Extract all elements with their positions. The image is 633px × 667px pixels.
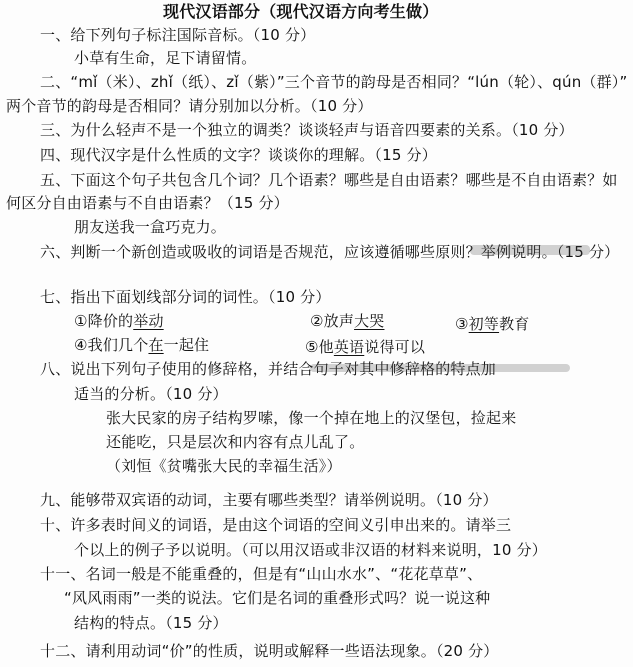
question-8-quote-1: 张大民家的房子结构罗嗦，像一个掉在地上的汉堡包，捡起来: [106, 409, 517, 427]
question-8-line-2: 适当的分析。（10 分）: [74, 385, 228, 403]
question-10-line-1: 十、许多表时间义的词语，是由这个词语的空间义引申出来的。请举三: [40, 516, 512, 534]
question-6: 六、判断一个新创造或吸收的词语是否规范，应该遵循哪些原则？举例说明。（15 分）: [40, 243, 620, 261]
question-7-item-3: [455, 314, 529, 334]
item-5-underlined: 英语: [333, 338, 365, 356]
question-7-item-5: [305, 337, 425, 357]
question-8-source: （刘恒《贫嘴张大民的幸福生活》）: [106, 457, 342, 475]
question-12: 十二、请利用动词“价”的性质，说明或解释一些语法现象。（20 分）: [40, 642, 499, 660]
item-4-text-after: 一起住: [163, 336, 210, 354]
question-7-item-1: [74, 311, 164, 331]
item-4-underlined: 在: [148, 336, 164, 354]
item-5-text-after: 说得可以: [364, 338, 426, 356]
question-8-line-1: 八、说出下列句子使用的修辞格，并结合句子对其中修辞格的特点加: [40, 360, 497, 378]
item-3-text: ③: [455, 315, 469, 333]
question-7-item-4: [74, 335, 209, 355]
question-8-quote-2: 还能吃，只是层次和内容有点儿乱了。: [106, 433, 365, 451]
scan-smudge: [470, 245, 590, 255]
question-5-line-1: 五、下面这个句子共包含几个词？几个语素？哪些是自由语素？哪些是不自由语素？如: [40, 171, 618, 189]
item-5-text: ⑤他: [305, 338, 334, 356]
question-5-line-2: 何区分自由语素与不自由语素？（15 分）: [6, 194, 289, 212]
scan-smudge: [310, 364, 570, 372]
question-7-stem: 七、指出下面划线部分词的词性。（10 分）: [40, 288, 331, 306]
question-11-line-2: “风风雨雨”一类的说法。它们是名词的重叠形式吗？说一说这种: [64, 589, 491, 607]
item-2-text: ②放声: [310, 312, 355, 330]
question-4: 四、现代汉字是什么性质的文字？谈谈你的理解。（15 分）: [40, 146, 437, 164]
item-3-underlined: 初等: [468, 315, 500, 333]
question-11-line-1: 十一、名词一般是不能重叠的，但是有“山山水水”、“花花草草”、: [40, 565, 483, 583]
question-5-sentence: 朋友送我一盒巧克力。: [74, 218, 227, 236]
item-1-underlined: 举动: [133, 312, 164, 330]
question-11-line-3: 结构的特点。（15 分）: [74, 614, 228, 632]
item-4-text: ④我们几个: [74, 336, 149, 354]
question-1-stem: 一、给下列句子标注国际音标。（10 分）: [40, 26, 316, 44]
item-2-underlined: 大哭: [354, 312, 385, 330]
item-1-text: ①降价的: [74, 312, 134, 330]
question-9: 九、能够带双宾语的动词，主要有哪些类型？请举例说明。（10 分）: [40, 491, 498, 509]
question-3: 三、为什么轻声不是一个独立的调类？谈谈轻声与语音四要素的关系。（10 分）: [40, 121, 574, 139]
question-2-line-2: 两个音节的韵母是否相同？请分别加以分析。（10 分）: [6, 97, 373, 115]
question-1-sentence: 小草有生命，足下请留情。: [74, 49, 257, 67]
section-title: 现代汉语部分（现代汉语方向考生做）: [163, 2, 439, 21]
question-10-line-2: 个以上的例子予以说明。（可以用汉语或非汉语的材料来说明，10 分）: [74, 541, 547, 559]
question-7-item-2: [310, 311, 384, 331]
item-3-text-after: 教育: [499, 315, 530, 333]
question-2-line-1: 二、“mǐ（米）、zhǐ（纸）、zǐ（紫）”三个音节的韵母是否相同？“lún（轮）、qún（群）”: [40, 73, 628, 91]
